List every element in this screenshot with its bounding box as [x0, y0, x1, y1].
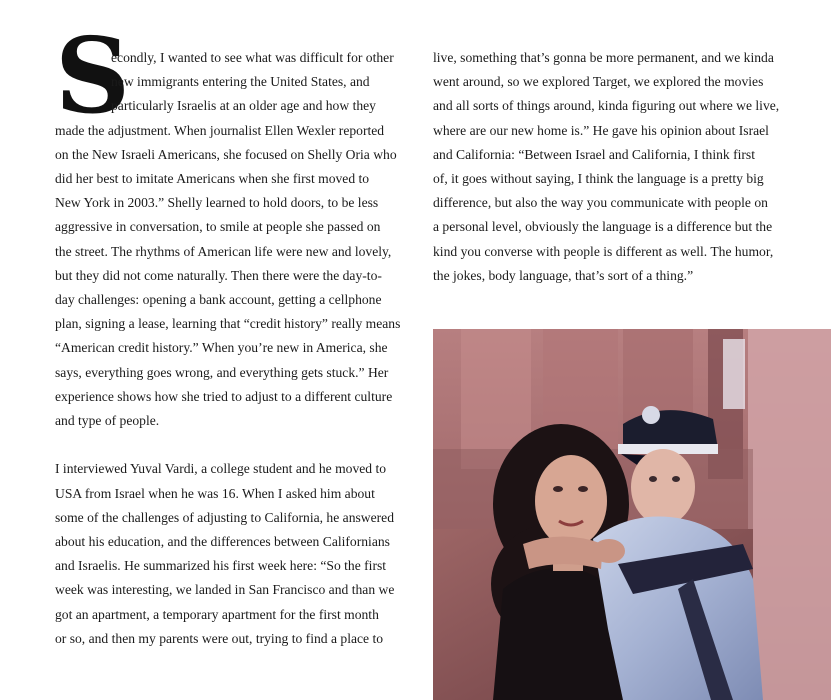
- text-line: and Israelis. He summarized his first week here: “So the first: [55, 558, 387, 574]
- text-line: new immigrants entering the United States, and: [111, 74, 370, 90]
- text-line: where are our new home is.” He gave his opinion about Israel: [433, 122, 769, 138]
- paragraph-gap: [55, 433, 411, 457]
- text-line: and type of people.: [55, 413, 160, 429]
- text-line: difference, but also the way you communicate with people on: [433, 195, 768, 211]
- text-line: New York in 2003.” Shelly learned to hold doors, to be less: [55, 195, 379, 211]
- text-line: made the adjustment. When journalist Ellen Wexler reported: [55, 122, 385, 138]
- text-line: on the New Israeli Americans, she focused on Shelly Oria who: [55, 146, 397, 162]
- text-line: econdly, I wanted to see what was difficult for other: [111, 50, 394, 65]
- left-text-column: [55, 46, 411, 651]
- text-line: day challenges: opening a bank account, getting a cellphone: [55, 292, 382, 308]
- text-line: USA from Israel when he was 16. When I asked him about: [55, 485, 375, 501]
- text-line: I interviewed Yuval Vardi, a college student and he moved to: [55, 461, 387, 477]
- text-line: and California: “Between Israel and California, I think first: [433, 146, 755, 162]
- text-line: and all sorts of things around, kinda figuring out where we live,: [433, 98, 780, 114]
- drop-cap-letter: S: [55, 14, 131, 137]
- text-line: of, it goes without saying, I think the language is a pretty big: [433, 171, 764, 187]
- right-text-column: [433, 46, 801, 288]
- text-line: about his education, and the differences between Californians: [55, 534, 390, 550]
- family-photo: [433, 329, 831, 700]
- text-line: “American credit history.” When you’re new in America, she: [55, 340, 388, 356]
- text-line: but they did not come naturally. Then there were the day-to-: [55, 267, 382, 283]
- text-line: or so, and then my parents were out, trying to find a place to: [55, 630, 384, 646]
- text-line: week was interesting, we landed in San Francisco and than we: [55, 582, 395, 598]
- text-line: says, everything goes wrong, and everything gets stuck.” Her: [55, 364, 389, 380]
- text-line: the jokes, body language, that’s sort of a thing.”: [433, 267, 694, 283]
- text-line: the street. The rhythms of American life were new and lovely,: [55, 243, 392, 259]
- text-line: a personal level, obviously the language is a difference but the: [433, 219, 773, 235]
- text-line: particularly Israelis at an older age and how they: [111, 98, 376, 114]
- text-line: did her best to imitate Americans when she first moved to: [55, 171, 370, 187]
- text-line: plan, signing a lease, learning that “credit history” really means: [55, 316, 401, 332]
- text-line: experience shows how she tried to adjust to a different culture: [55, 388, 393, 404]
- text-line: live, something that’s gonna be more permanent, and we kinda: [433, 50, 774, 65]
- text-line: some of the challenges of adjusting to California, he answered: [55, 509, 394, 525]
- text-line: kind you converse with people is different as well. The humor,: [433, 243, 774, 259]
- text-line: went around, so we explored Target, we explored the movies: [433, 74, 764, 90]
- text-line: got an apartment, a temporary apartment for the first month: [55, 606, 379, 622]
- text-line: aggressive in conversation, to smile at people she passed on: [55, 219, 381, 235]
